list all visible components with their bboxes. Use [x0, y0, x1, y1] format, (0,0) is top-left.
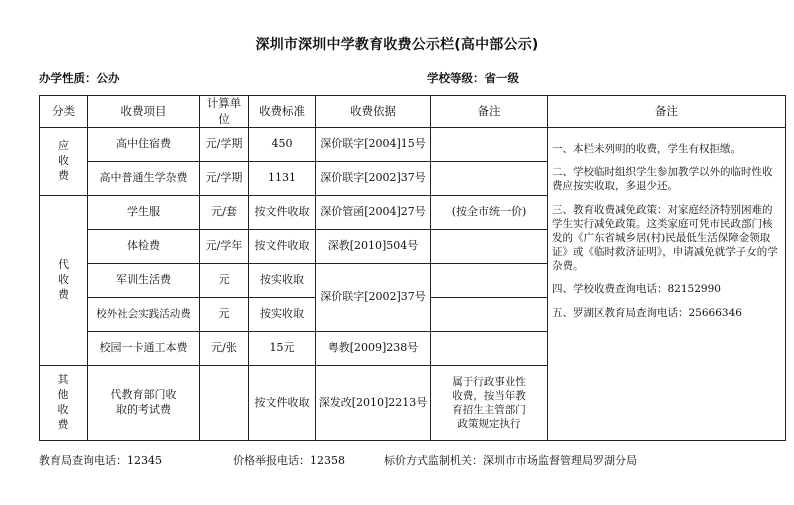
school-nature: 办学性质：公办 — [39, 71, 120, 85]
standard-cell: 按文件收取 — [249, 366, 316, 441]
item-cell: 校外社会实践活动费 — [88, 298, 200, 332]
remark-cell — [431, 128, 548, 162]
note-4: 四、学校收费查询电话：82152990 — [552, 283, 721, 296]
item-cell: 高中普通生学杂费 — [88, 162, 200, 196]
category-agency: 代收费 — [40, 196, 88, 366]
remark-cell: (按全市统一价) — [431, 196, 548, 230]
unit-cell: 元/套 — [200, 196, 249, 230]
item-cell: 校园一卡通工本费 — [88, 332, 200, 366]
basis-cell: 粤教[2009]238号 — [316, 332, 431, 366]
basis-cell: 深发改[2010]2213号 — [316, 366, 431, 441]
remark-cell — [431, 162, 548, 196]
unit-cell: 元/学年 — [200, 230, 249, 264]
page-title: 深圳市深圳中学教育收费公示栏(高中部公示) — [255, 37, 539, 53]
note-2: 二、学校临时组织学生参加教学以外的临时性收费应按实收取，多退少还。 — [552, 166, 773, 193]
basis-cell: 深价管函[2004]27号 — [316, 196, 431, 230]
category-required: 应收费 — [40, 128, 88, 196]
header-unit: 计算单位 — [200, 96, 249, 128]
standard-cell: 450 — [249, 128, 316, 162]
remark-cell — [431, 332, 548, 366]
remark-cell — [431, 264, 548, 298]
standard-cell: 15元 — [249, 332, 316, 366]
unit-cell: 元/学期 — [200, 162, 249, 196]
remark-cell — [431, 230, 548, 264]
footer-edu-phone: 教育局查询电话：12345 — [39, 454, 162, 467]
header-item: 收费项目 — [88, 96, 200, 128]
footer-supervisor: 标价方式监制机关：深圳市市场监督管理局罗湖分局 — [384, 454, 637, 467]
header-standard: 收费标准 — [249, 96, 316, 128]
standard-cell: 按文件收取 — [249, 230, 316, 264]
header-row — [40, 96, 786, 128]
notes-panel — [548, 128, 786, 441]
standard-cell: 1131 — [249, 162, 316, 196]
unit-cell: 元/张 — [200, 332, 249, 366]
note-3: 三、教育收费减免政策：对家庭经济特别困难的学生实行减免政策。这类家庭可凭市民政部门核发的《广东省城乡居(村)民最低生活保障金领取证》或《临时救济证明》，申请减免就学子女的学杂费。 — [552, 203, 778, 273]
note-5: 五、罗湖区教育局查询电话：25666346 — [552, 306, 742, 319]
unit-cell: 元 — [200, 298, 249, 332]
header-basis: 收费依据 — [316, 96, 431, 128]
footer-price-phone: 价格举报电话：12358 — [233, 454, 345, 467]
item-cell: 高中住宿费 — [88, 128, 200, 162]
remark-cell — [431, 298, 548, 332]
table-row — [40, 128, 786, 162]
unit-cell — [200, 366, 249, 441]
standard-cell: 按实收取 — [249, 264, 316, 298]
item-cell: 代教育部门收取的考试费 — [88, 366, 200, 441]
fee-table — [39, 95, 786, 441]
unit-cell: 元/学期 — [200, 128, 249, 162]
basis-cell: 深价联字[2002]37号 — [316, 162, 431, 196]
category-other: 其他收费 — [40, 366, 88, 441]
basis-cell: 深价联字[2002]37号 — [316, 264, 431, 332]
item-cell: 学生服 — [88, 196, 200, 230]
header-remark: 备注 — [431, 96, 548, 128]
header-category: 分类 — [40, 96, 88, 128]
standard-cell: 按实收取 — [249, 298, 316, 332]
basis-cell: 深价联字[2004]15号 — [316, 128, 431, 162]
header-notes: 备注 — [548, 96, 786, 128]
standard-cell: 按文件收取 — [249, 196, 316, 230]
note-1: 一、本栏未列明的收费，学生有权拒缴。 — [552, 143, 741, 156]
item-cell: 体检费 — [88, 230, 200, 264]
school-level: 学校等级：省一级 — [427, 71, 519, 85]
item-cell: 军训生活费 — [88, 264, 200, 298]
unit-cell: 元 — [200, 264, 249, 298]
basis-cell: 深教[2010]504号 — [316, 230, 431, 264]
remark-cell: 属于行政事业性收费，按当年教育招生主管部门政策规定执行 — [431, 366, 548, 441]
